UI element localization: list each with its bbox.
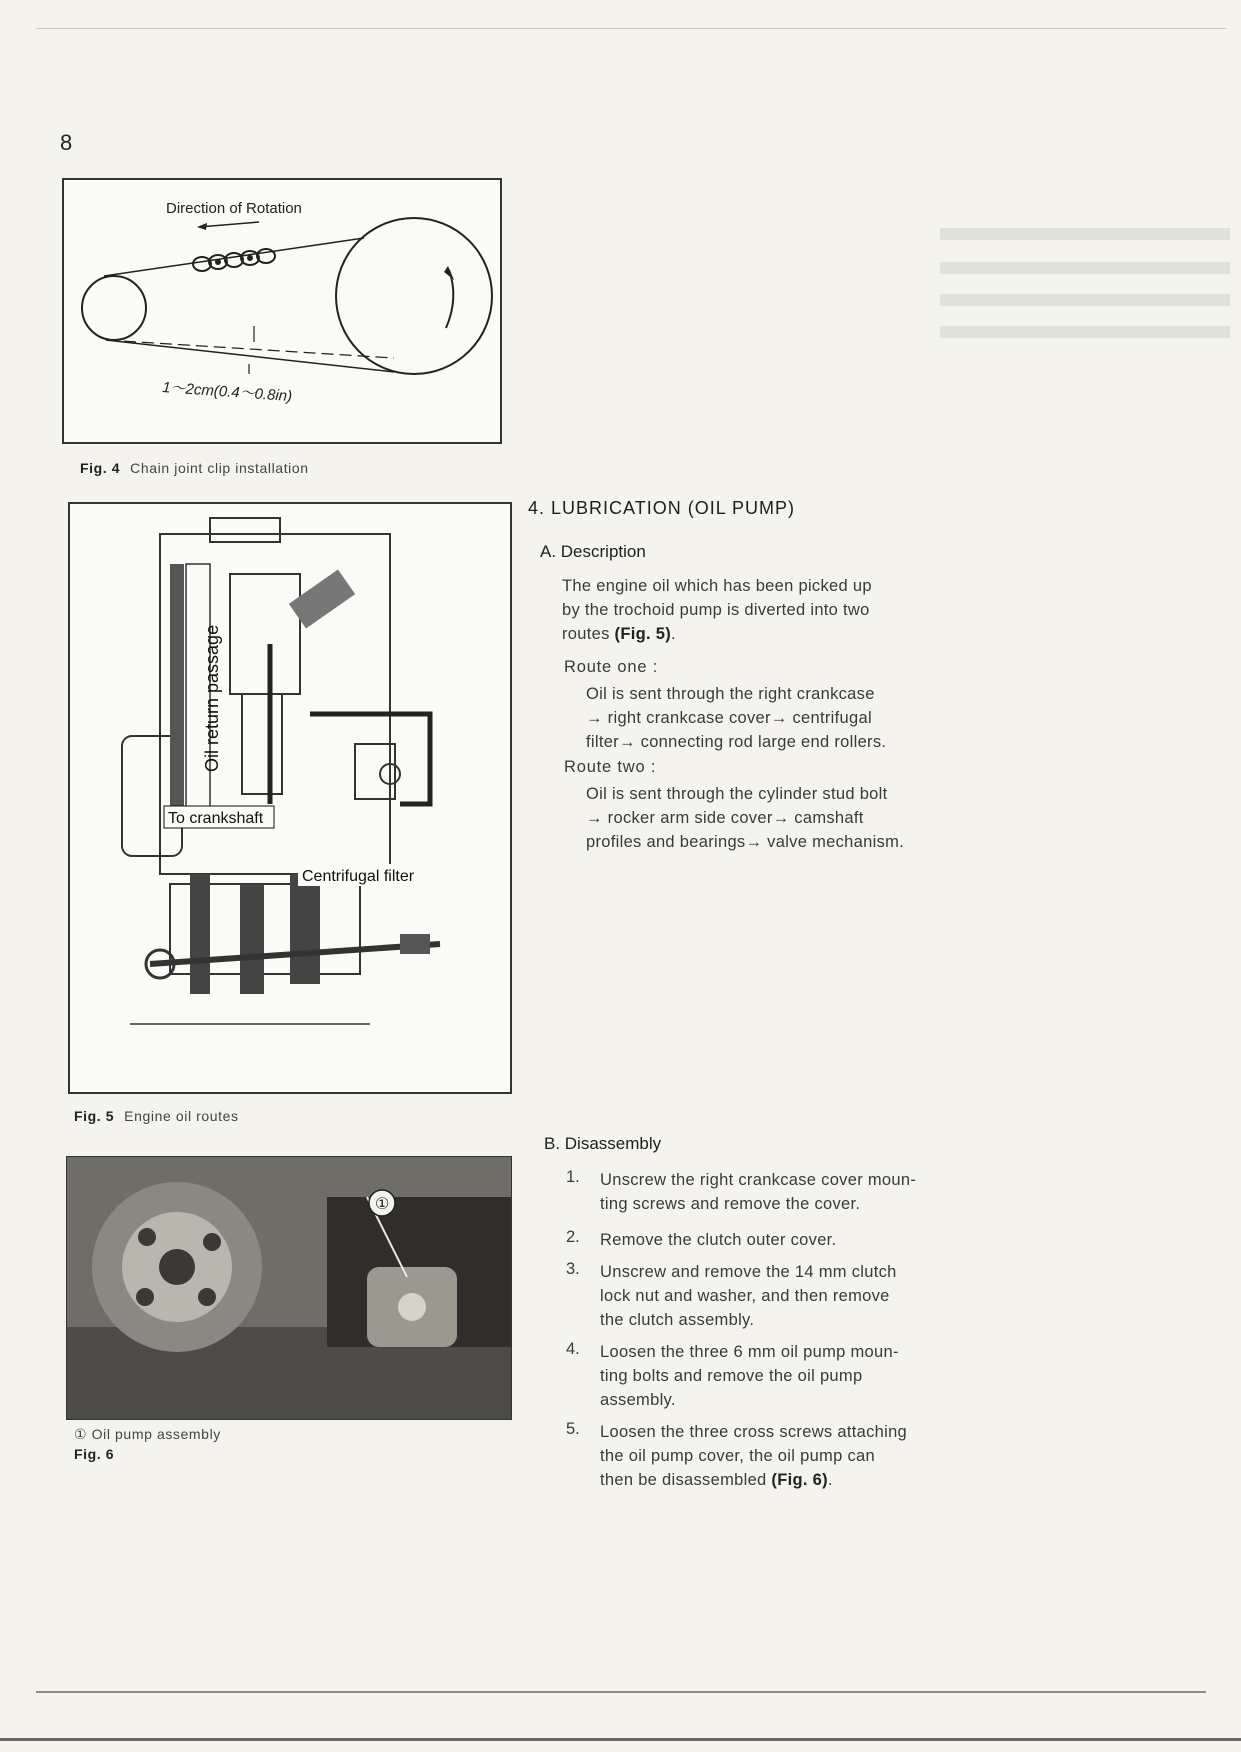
- bottom-rule: [36, 1691, 1206, 1693]
- description-line: The engine oil which has been picked up: [562, 577, 872, 595]
- figure-5-caption: [74, 1108, 239, 1124]
- step-number: 3.: [566, 1260, 580, 1278]
- route-two-line: profiles and bearings→ valve mechanism.: [586, 833, 905, 851]
- chain-diagram-illustration: [64, 180, 500, 442]
- step-line: ting screws and remove the cover.: [600, 1195, 861, 1213]
- figure-4-chain-diagram: [62, 178, 502, 444]
- bleed-through-mark: [940, 294, 1230, 306]
- step-text: [600, 1340, 1064, 1412]
- large-sprocket: [336, 218, 492, 374]
- figure-6-number: Fig. 6: [74, 1446, 115, 1462]
- figure-6-legend: ① Oil pump assembly: [74, 1426, 221, 1442]
- page-number: 8: [60, 130, 73, 155]
- figure-6-caption: [74, 1446, 124, 1462]
- step-line-end: .: [827, 1471, 833, 1489]
- oil-return-passage-label: Oil return passage: [202, 624, 222, 772]
- route-two-text: [586, 782, 996, 854]
- oil-pump-photo-placeholder: [67, 1157, 511, 1419]
- figure-5-reference: (Fig. 5): [614, 625, 672, 643]
- step-line: assembly.: [600, 1391, 676, 1409]
- figure-6-reference: (Fig. 6): [771, 1471, 828, 1489]
- figure-4-caption-text: Chain joint clip installation: [130, 460, 309, 476]
- small-sprocket: [82, 276, 146, 340]
- oil-return-passage-label-group: [202, 625, 222, 772]
- description-line: by the trochoid pump is diverted into two: [562, 601, 870, 619]
- step-line-text: then be disassembled: [600, 1471, 772, 1489]
- description-heading: A. Description: [540, 542, 646, 561]
- step-number: 4.: [566, 1340, 580, 1358]
- step-text: [600, 1168, 1064, 1216]
- figure-5-engine-oil-routes: [68, 502, 512, 1094]
- step-line: ting bolts and remove the oil pump: [600, 1367, 863, 1385]
- step-line: Unscrew and remove the 14 mm clutch: [600, 1263, 897, 1281]
- description-line-end: .: [671, 625, 676, 643]
- figure-5-caption-text: Engine oil routes: [124, 1108, 239, 1124]
- route-one-label: Route one :: [564, 658, 659, 676]
- figure-4-number: Fig. 4: [80, 460, 121, 476]
- step-line: Unscrew the right crankcase cover moun-: [600, 1171, 917, 1189]
- step-line: [600, 1468, 1064, 1492]
- step-text: [600, 1420, 1064, 1492]
- description-line: [562, 622, 996, 646]
- figure-5-number: Fig. 5: [74, 1108, 115, 1124]
- bleed-through-mark: [940, 262, 1230, 274]
- figure-6-oil-pump-photo: [66, 1156, 512, 1420]
- route-one-line: filter→ connecting rod large end rollers.: [586, 733, 887, 751]
- step-number: 5.: [566, 1420, 580, 1438]
- direction-of-rotation-label: Direction of Rotation: [166, 200, 302, 217]
- route-one-line: Oil is sent through the right crankcase: [586, 685, 875, 703]
- oil-pump-callout: ①: [375, 1196, 390, 1213]
- step-line: the clutch assembly.: [600, 1311, 755, 1329]
- bleed-through-mark: [940, 326, 1230, 338]
- engine-cutaway-illustration: [70, 504, 510, 1092]
- step-number: 1.: [566, 1168, 580, 1186]
- top-rule: [36, 28, 1226, 29]
- step-line: Remove the clutch outer cover.: [600, 1231, 837, 1249]
- route-two-label: Route two :: [564, 758, 657, 776]
- step-text: [600, 1260, 1064, 1332]
- figure-4-caption: [80, 460, 309, 476]
- to-crankshaft-label: To crankshaft: [168, 810, 264, 827]
- route-two-line: → rocker arm side cover→ camshaft: [586, 809, 864, 827]
- disassembly-heading: B. Disassembly: [544, 1134, 662, 1153]
- step-number: 2.: [566, 1228, 580, 1246]
- route-one-text: [586, 682, 996, 754]
- route-one-line: → right crankcase cover→ centrifugal: [586, 709, 872, 727]
- chain-slack-label: 1～2cm(0.4～0.8in): [161, 379, 293, 406]
- step-line: Loosen the three cross screws attaching: [600, 1423, 908, 1441]
- step-line: lock nut and washer, and then remove: [600, 1287, 890, 1305]
- step-line: Loosen the three 6 mm oil pump moun-: [600, 1343, 899, 1361]
- page-base-edge: [0, 1738, 1241, 1741]
- centrifugal-filter-label: Centrifugal filter: [302, 868, 415, 885]
- bleed-through-mark: [940, 228, 1230, 240]
- description-line-text: routes: [562, 625, 615, 643]
- step-line: the oil pump cover, the oil pump can: [600, 1447, 875, 1465]
- description-paragraph: [562, 574, 996, 646]
- route-two-line: Oil is sent through the cylinder stud bolt: [586, 785, 888, 803]
- step-text: [600, 1228, 1064, 1252]
- section-heading: 4. LUBRICATION (OIL PUMP): [528, 498, 796, 518]
